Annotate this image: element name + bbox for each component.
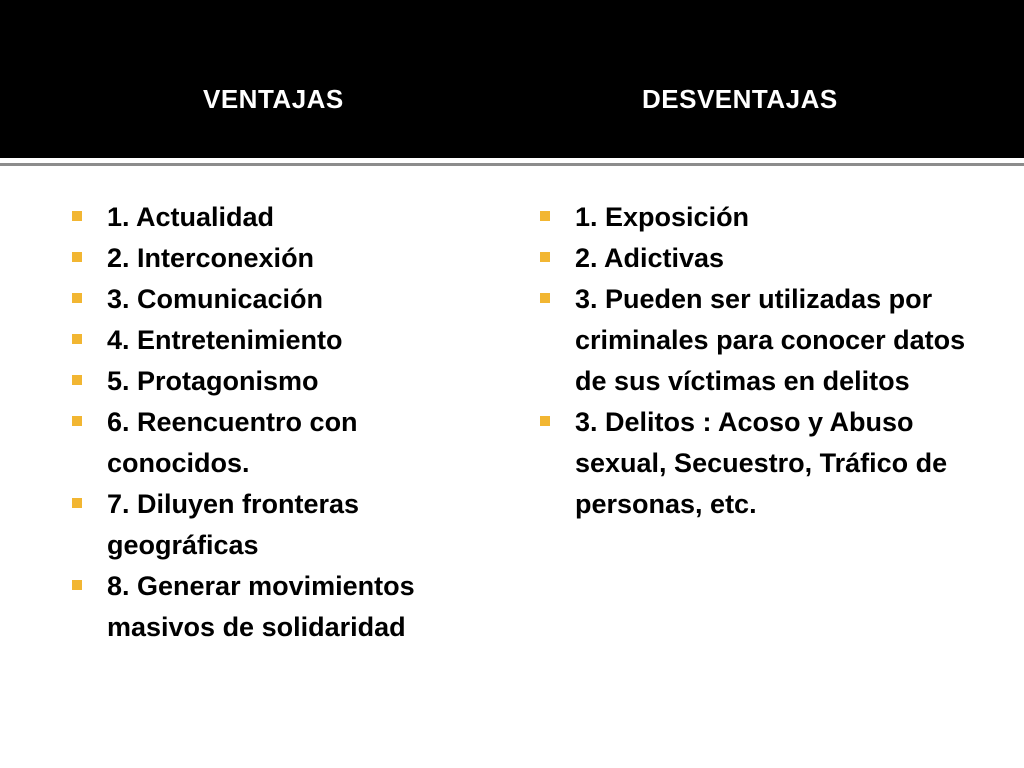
square-bullet-icon bbox=[72, 211, 82, 221]
ventajas-item-label: 2. Interconexión bbox=[107, 243, 315, 273]
square-bullet-icon bbox=[540, 211, 550, 221]
ventajas-item-6 bbox=[72, 402, 492, 484]
header-ventajas: VENTAJAS bbox=[203, 84, 344, 114]
ventajas-list bbox=[72, 197, 492, 648]
ventajas-item-label: 3. Comunicación bbox=[107, 284, 324, 314]
square-bullet-icon bbox=[72, 252, 82, 262]
square-bullet-icon bbox=[72, 580, 82, 590]
ventajas-item-label: 5. Protagonismo bbox=[107, 366, 319, 396]
ventajas-item-1 bbox=[72, 197, 492, 238]
ventajas-item-8 bbox=[72, 566, 492, 648]
desventajas-list bbox=[540, 197, 970, 525]
ventajas-item-label: 7. Diluyen fronteras geográficas bbox=[107, 489, 360, 560]
desventajas-item-label: 3. Delitos : Acoso y Abuso sexual, Secuestro, Tráfico de personas, etc. bbox=[575, 407, 948, 519]
desventajas-item-label: 2. Adictivas bbox=[575, 243, 725, 273]
ventajas-item-label: 6. Reencuentro con conocidos. bbox=[107, 407, 358, 478]
ventajas-item-7 bbox=[72, 484, 492, 566]
square-bullet-icon bbox=[540, 416, 550, 426]
square-bullet-icon bbox=[72, 334, 82, 344]
desventajas-item-4 bbox=[540, 402, 970, 525]
desventajas-item-label: 3. Pueden ser utilizadas por criminales para conocer datos de sus víctimas en delitos bbox=[575, 284, 966, 396]
ventajas-item-label: 8. Generar movimientos masivos de solidaridad bbox=[107, 571, 415, 642]
desventajas-item-label: 1. Exposición bbox=[575, 202, 750, 232]
ventajas-item-label: 1. Actualidad bbox=[107, 202, 275, 232]
square-bullet-icon bbox=[540, 293, 550, 303]
square-bullet-icon bbox=[540, 252, 550, 262]
header-band bbox=[0, 0, 1024, 158]
ventajas-item-4 bbox=[72, 320, 492, 361]
header-divider bbox=[0, 163, 1024, 166]
square-bullet-icon bbox=[72, 498, 82, 508]
desventajas-item-2 bbox=[540, 238, 970, 279]
square-bullet-icon bbox=[72, 375, 82, 385]
ventajas-item-5 bbox=[72, 361, 492, 402]
ventajas-item-3 bbox=[72, 279, 492, 320]
header-desventajas: DESVENTAJAS bbox=[642, 84, 838, 114]
desventajas-item-1 bbox=[540, 197, 970, 238]
square-bullet-icon bbox=[72, 293, 82, 303]
ventajas-item-label: 4. Entretenimiento bbox=[107, 325, 343, 355]
ventajas-item-2 bbox=[72, 238, 492, 279]
desventajas-item-3 bbox=[540, 279, 970, 402]
square-bullet-icon bbox=[72, 416, 82, 426]
